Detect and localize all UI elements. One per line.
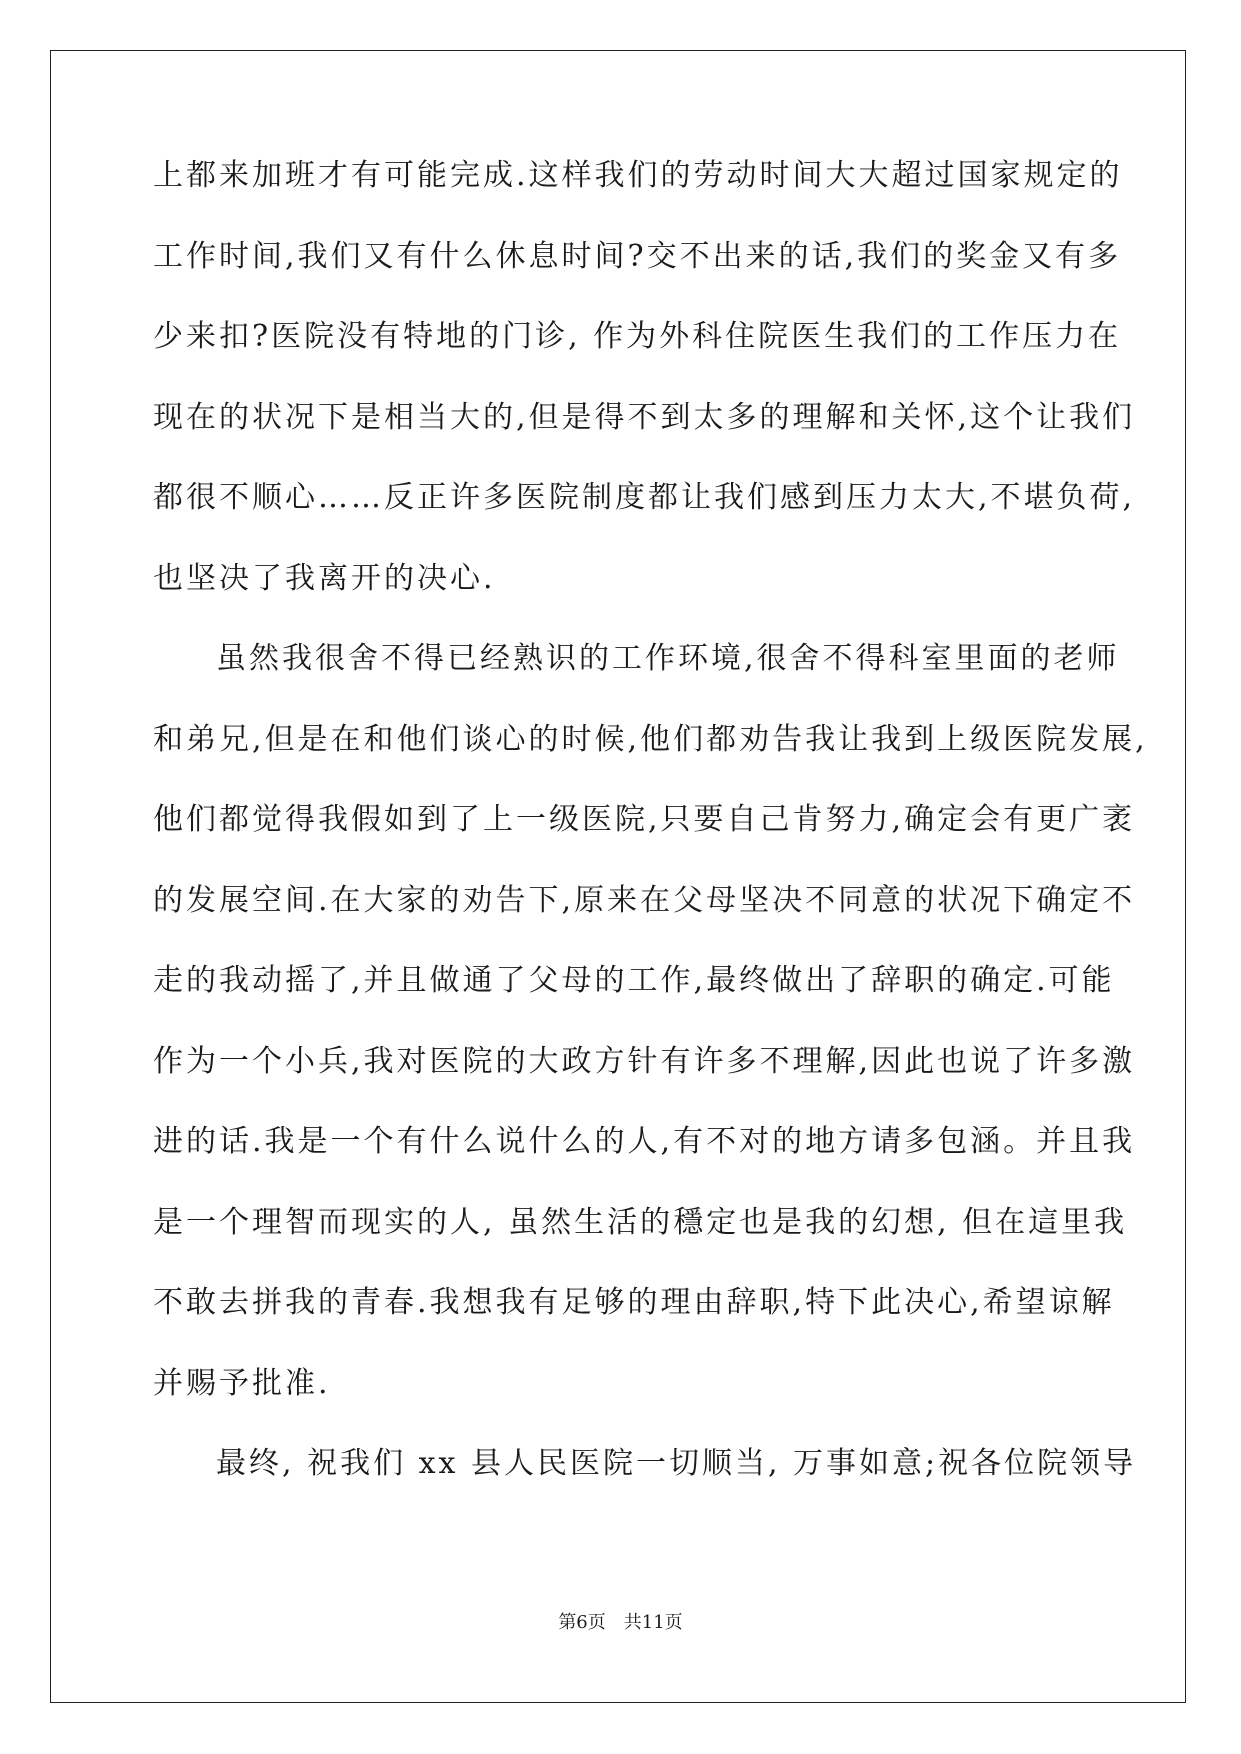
text-line: 进的话.我是一个有什么说什么的人,有不对的地方请多包涵。并且我: [153, 1124, 1136, 1159]
text-line: 不敢去拼我的青春.我想我有足够的理由辞职,特下此决心,希望谅解: [153, 1285, 1115, 1320]
text-line: 少来扣?医院没有特地的门诊, 作为外科住院医生我们的工作压力在: [153, 319, 1122, 354]
text-line: 并赐予批准.: [153, 1365, 331, 1401]
text-line: 工作时间,我们又有什么休息时间?交不出来的话,我们的奖金又有多: [153, 238, 1122, 274]
text-line: 和弟兄,但是在和他们谈心的时候,他们都劝告我让我到上级医院发展,: [153, 721, 1148, 757]
paragraph-first-line: 最终, 祝我们 xx 县人民医院一切顺当, 万事如意;祝各位院领导: [216, 1446, 1137, 1481]
text-line: 作为一个小兵,我对医院的大政方针有许多不理解,因此也说了许多激: [153, 1043, 1136, 1079]
page-total: 共11页: [623, 1612, 683, 1633]
text-line: 的发展空间.在大家的劝告下,原来在父母坚决不同意的状况下确定不: [153, 882, 1136, 918]
paragraph-first-line: 虽然我很舍不得已经熟识的工作环境,很舍不得科室里面的老师: [216, 641, 1120, 676]
text-line: 走的我动摇了,并且做通了父母的工作,最终做出了辞职的确定.可能: [153, 963, 1115, 998]
text-line: 是一个理智而现实的人, 虽然生活的穩定也是我的幻想, 但在這里我: [153, 1204, 1128, 1240]
text-line: 也坚决了我离开的决心.: [153, 560, 496, 596]
page-number: 第6页: [558, 1612, 606, 1633]
page-footer: [0, 1612, 1241, 1634]
document-body: [153, 158, 1148, 1529]
text-line: 都很不顺心……反正许多医院制度都让我们感到压力太大,不堪负荷,: [153, 480, 1136, 515]
text-line: 上都来加班才有可能完成.这样我们的劳动时间大大超过国家规定的: [153, 158, 1123, 193]
text-line: 他们都觉得我假如到了上一级医院,只要自己肯努力,确定会有更广袤: [153, 802, 1136, 837]
text-line: 现在的状况下是相当大的,但是得不到太多的理解和关怀,这个让我们: [153, 399, 1136, 435]
